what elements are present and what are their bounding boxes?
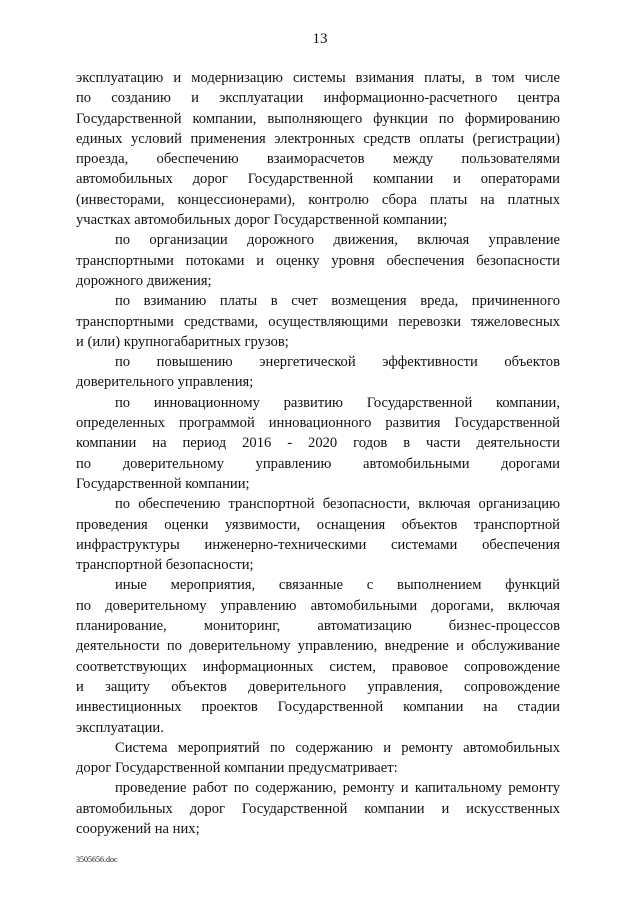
text-line: дорожного движения; (76, 272, 212, 289)
text-line: (инвесторами, концессионерами), контролю сбора платы на платных (76, 191, 560, 208)
paragraph (76, 575, 560, 737)
text-line: по доверительному управлению автомобильными дорогами (76, 455, 560, 472)
text-line: по созданию и эксплуатации информационно-расчетного центра (76, 90, 560, 107)
text-line: деятельности по доверительному управлению, внедрение и обслуживание (76, 638, 560, 655)
text-line: компании на период 2016 - 2020 годов в части деятельности (76, 435, 560, 452)
text-line: Государственной компании; (76, 475, 250, 492)
paragraph (76, 68, 560, 230)
paragraph (76, 230, 560, 291)
paragraph (76, 291, 560, 352)
text-line: планирование, мониторинг, автоматизацию бизнес-процессов (76, 618, 560, 635)
text-line: дорог Государственной компании предусматривает: (76, 760, 398, 777)
text-line: по взиманию платы в счет возмещения вреда, причиненного (115, 293, 560, 310)
text-line: транспортной безопасности; (76, 557, 254, 574)
paragraph (76, 352, 560, 393)
text-line: по доверительному управлению автомобильными дорогами, включая (76, 597, 560, 614)
paragraph (76, 778, 560, 839)
text-line: иные мероприятия, связанные с выполнением функций (115, 577, 560, 594)
text-line: эксплуатации. (76, 719, 164, 736)
text-line: по повышению энергетической эффективности объектов (115, 354, 560, 371)
text-line: и защиту объектов доверительного управления, сопровождение (76, 678, 560, 695)
text-line: сооружений на них; (76, 820, 200, 837)
text-line: Государственной компании, выполняющего функции по формированию (76, 110, 560, 127)
body-text (76, 68, 560, 839)
text-line: инфраструктуры инженерно-техническими системами обеспечения (76, 536, 560, 553)
text-line: транспортными средствами, осуществляющими перевозки тяжеловесных (76, 313, 560, 330)
text-line: автомобильных дорог Государственной компании и искусственных (76, 800, 560, 817)
text-line: по инновационному развитию Государственной компании, (115, 394, 560, 411)
paragraph (76, 393, 560, 494)
text-line: эксплуатацию и модернизацию системы взимания платы, в том числе (76, 70, 560, 86)
text-line: по организации дорожного движения, включая управление (115, 232, 560, 249)
text-line: проведения оценки уязвимости, оснащения объектов транспортной (76, 516, 560, 533)
text-line: проезда, обеспечению взаиморасчетов между пользователями (76, 151, 560, 168)
page-number: 13 (312, 31, 328, 47)
text-line: транспортными потоками и оценку уровня обеспечения безопасности (76, 252, 560, 269)
text-line: и (или) крупногабаритных грузов; (76, 333, 289, 350)
text-line: проведение работ по содержанию, ремонту и капитальному ремонту (115, 780, 560, 797)
text-line: по обеспечению транспортной безопасности, включая организацию (115, 496, 560, 513)
text-line: участках автомобильных дорог Государственной компании; (76, 212, 448, 229)
text-line: инвестиционных проектов Государственной компании на стадии (76, 699, 560, 716)
text-line: Система мероприятий по содержанию и ремонту автомобильных (115, 739, 560, 756)
text-line: автомобильных дорог Государственной компании и операторами (76, 171, 560, 188)
text-line: соответствующих информационных систем, правовое сопровождение (76, 658, 560, 675)
paragraph (76, 738, 560, 779)
text-line: доверительного управления; (76, 374, 254, 391)
text-line: единых условий применения электронных средств оплаты (регистрации) (76, 130, 560, 147)
document-code: 3505656.doc (76, 855, 118, 864)
text-line: определенных программой инновационного развития Государственной (76, 415, 560, 432)
paragraph (76, 494, 560, 575)
